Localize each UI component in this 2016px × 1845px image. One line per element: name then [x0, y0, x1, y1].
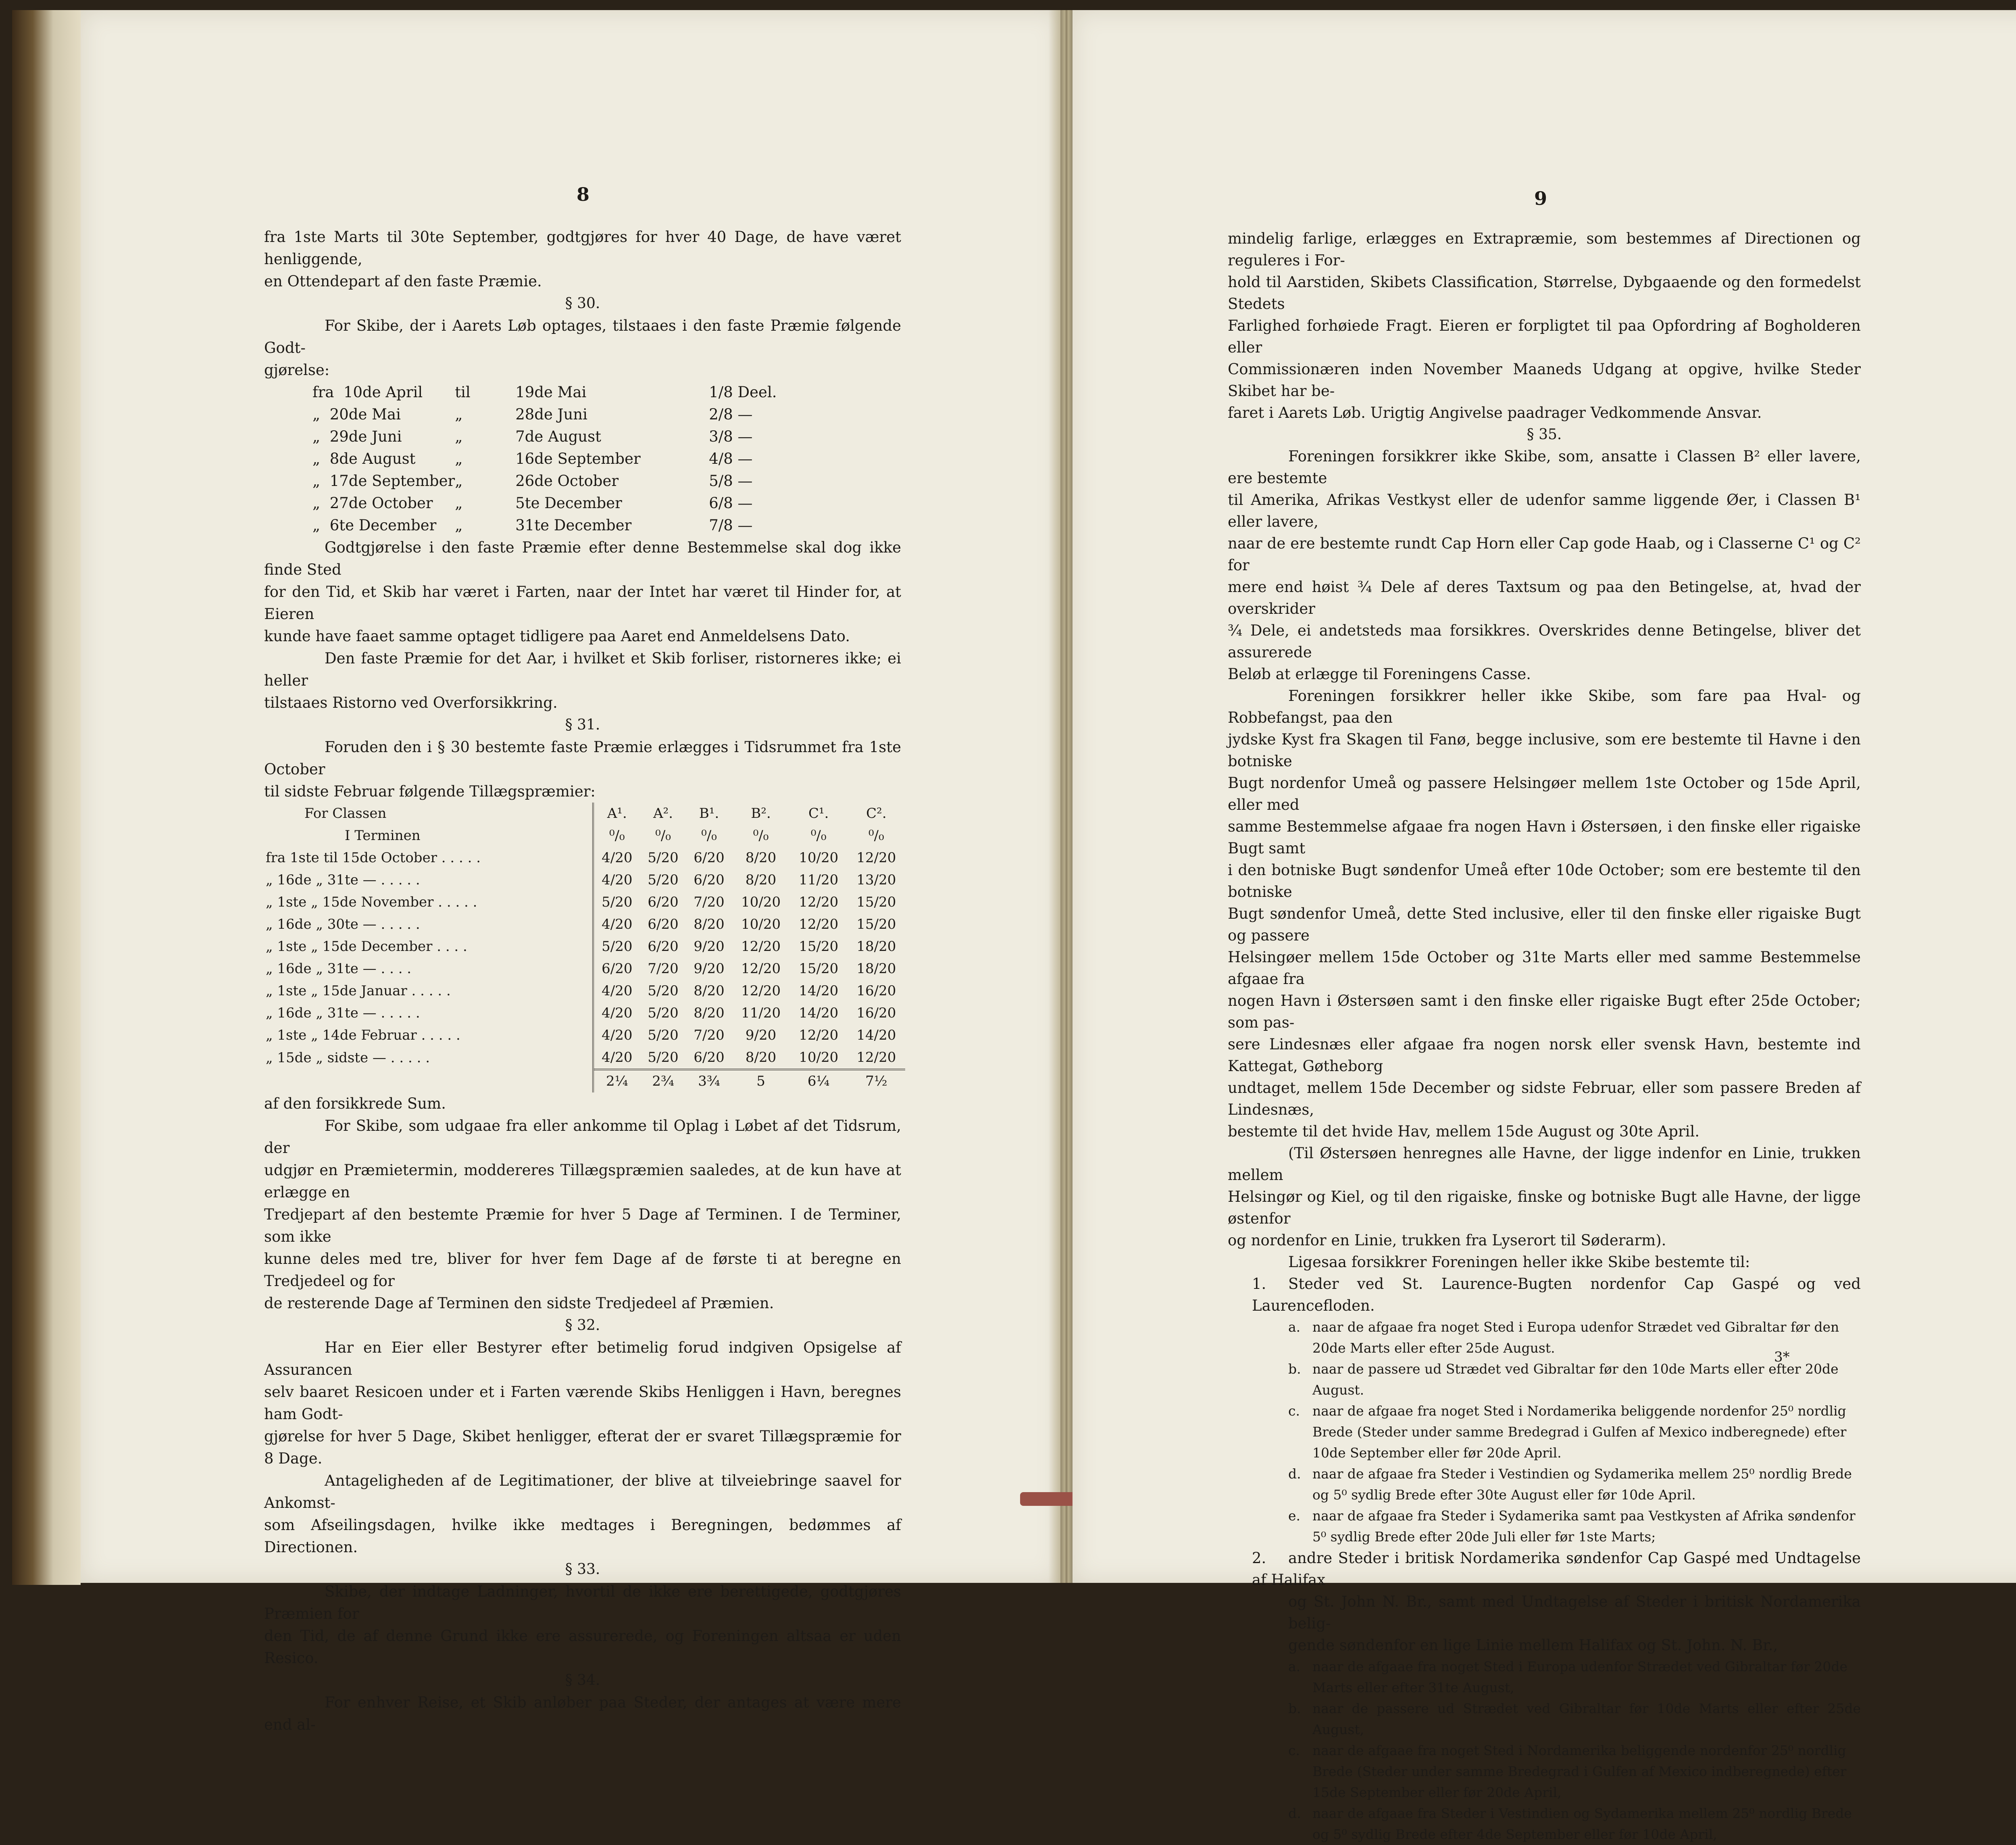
- p31b-line-4: Tredjepart af den bestemte Præmie for hver 5 Dage af Terminen. I de Terminer, som ikke: [264, 1206, 901, 1245]
- list-item-cont: 10de September eller før 20de April.: [1312, 1445, 1562, 1461]
- signature-mark: 3*: [1774, 1349, 1790, 1365]
- p35c-line-1: (Til Østersøen henregnes alle Havne, der ligge indenfor en Linie, trukken mellem: [1228, 1145, 1861, 1184]
- p34cont-line-2: hold til Aarstiden, Skibets Classification, Størrelse, Dybgaaende og den formedelst Stedets: [1228, 273, 1861, 313]
- p35a-line-1: Foreningen forsikkrer ikke Skibe, som, ansatte i Classen B² eller lavere, ere bestemte: [1228, 448, 1861, 487]
- p35c-line-2: Helsingør og Kiel, og til den rigaiske, finske og botniske Bugt alle Havne, der ligge østenfor: [1228, 1188, 1861, 1227]
- p35b-line-1: Foreningen forsikkrer heller ikke Skibe, som fare paa Hval- og Robbefangst, paa den: [1228, 687, 1861, 726]
- p30-line-2: gjørelse:: [264, 361, 330, 379]
- p31b-line-5: kunne deles med tre, bliver for hver fem Dage af de første ti at beregne en Tredjedeel og for: [264, 1250, 901, 1290]
- list-item-2-cont: gende søndenfor en lige Linie mellem Halifax og St. John. N. Br.,: [1288, 1637, 1778, 1654]
- list-item-cont: og 5⁰ sydlig Brede efter 4de September eller før 10de April,: [1312, 1826, 1717, 1842]
- p31b-line-3: udgjør en Præmietermin, moddereres Tillægspræmien saaledes, at de kun have at erlægge en: [264, 1161, 901, 1201]
- schedule-row: fra 10de April til 19de Mai 1/8 Deel.: [312, 384, 777, 401]
- schedule-row: „ 6te December „ 31te December 7/8 —: [312, 517, 753, 534]
- p35b-line-11: bestemte til det hvide Hav, mellem 15de August og 30te April.: [1228, 1123, 1700, 1140]
- p34cont-line-4: Commissionæren inden November Maaneds Udgang at opgive, hvilke Steder Skibet har be-: [1228, 361, 1861, 400]
- section-33-heading: § 33.: [565, 1561, 600, 1578]
- p34cont-line-5: faret i Aarets Løb. Urigtig Angivelse paadrager Vedkommende Ansvar.: [1228, 404, 1762, 421]
- right-page-text: [1228, 228, 1861, 1845]
- p35b-line-2: jydske Kyst fra Skagen til Fanø, begge inclusive, som ere bestemte til Havne i den botniske: [1228, 731, 1861, 770]
- p34cont-line-3: Farlighed forhøiede Fragt. Eieren er forpligtet til paa Opfordring af Bogholderen eller: [1228, 317, 1861, 356]
- p30b-line-1: Godtgjørelse i den faste Præmie efter denne Bestemmelse skal dog ikke finde Sted: [264, 539, 901, 578]
- table-total-row: 2¼ 2¾ 3¾ 5 6¼ 7½: [264, 1069, 905, 1092]
- schedule-row: „ 8de August „ 16de September 4/8 —: [312, 450, 753, 467]
- table-row: „ 15de „ sidste — . . . . . 4/20 5/20 6/20 8/20 10/20 12/20: [264, 1047, 905, 1069]
- p31b-line-1: af den forsikkrede Sum.: [264, 1095, 446, 1112]
- table-row: „ 16de „ 31te — . . . . . 4/20 5/20 6/20 8/20 11/20 13/20: [264, 869, 905, 891]
- table-row: „ 1ste „ 15de December . . . . 5/20 6/20 9/20 12/20 15/20 18/20: [264, 936, 905, 958]
- item2-sublist: [1228, 1656, 1861, 1845]
- table-header-row: For Classen A¹. A². B¹. B². C¹. C².: [264, 803, 905, 825]
- p35a-line-3: naar de ere bestemte rundt Cap Horn eller Cap gode Haab, og i Classerne C¹ og C² for: [1228, 535, 1861, 574]
- table-row: „ 1ste „ 15de November . . . . . 5/20 6/20 7/20 10/20 12/20 15/20: [264, 891, 905, 913]
- section-32-heading: § 32.: [565, 1317, 600, 1334]
- book-edge: [12, 10, 81, 1585]
- intro-line-1: fra 1ste Marts til 30te September, godtgjøres for hver 40 Dage, de have været henliggende,: [264, 228, 901, 268]
- p35a-line-2: til Amerika, Afrikas Vestkyst eller de udenfor samme liggende Øer, i Classen B¹ eller lavere,: [1228, 491, 1861, 530]
- p35b-line-6: Bugt søndenfor Umeå, dette Sted inclusive, eller til den finske eller rigaiske Bugt og passere: [1228, 905, 1861, 944]
- p34-line-1: For enhver Reise, et Skib anløber paa Steder, der antages at være mere end al-: [264, 1694, 901, 1733]
- intro-line-2: en Ottendepart af den faste Præmie.: [264, 273, 542, 290]
- right-page-number: 9: [1534, 188, 1548, 209]
- p35b-line-8: nogen Havn i Østersøen samt i den finske eller rigaiske Bugt efter 25de October; som pas-: [1228, 992, 1861, 1031]
- list-item-1: 1. Steder ved St. Laurence-Bugten nordenfor Cap Gaspé og ved Laurencefloden.: [1252, 1275, 1861, 1314]
- p35b-line-5: i den botniske Bugt søndenfor Umeå efter 10de October; som ere bestemte til den botniske: [1228, 861, 1861, 901]
- list-item-cont: 15de September eller før 20de April,: [1312, 1785, 1562, 1800]
- p30b-line-3: kunde have faaet samme optaget tidligere paa Aaret end Anmeldelsens Dato.: [264, 628, 850, 645]
- list-item-cont: August.: [1312, 1382, 1364, 1398]
- p32-line-1: Har en Eier eller Bestyrer efter betimelig forud indgiven Opsigelse af Assurancen: [264, 1339, 901, 1378]
- p35b-line-3: Bugt nordenfor Umeå og passere Helsingøer mellem 1ste October og 15de April, eller med: [1228, 774, 1861, 813]
- list-item: b. naar de passere ud Strædet ved Gibraltar før den 10de Marts eller efter 20de: [1288, 1361, 1839, 1377]
- list-item-cont: og 5⁰ sydlig Brede efter 30te August eller før 10de April.: [1312, 1487, 1696, 1503]
- schedule-row: „ 17de September „ 26de October 5/8 —: [312, 472, 753, 490]
- table-unit-row: I Terminen ⁰/₀ ⁰/₀ ⁰/₀ ⁰/₀ ⁰/₀ ⁰/₀: [264, 825, 905, 847]
- list-item-cont: 20de Marts eller efter 25de August.: [1312, 1340, 1555, 1356]
- list-item: e. naar de afgaae fra Steder i Sydamerika samt paa Vestkysten af Afrika søndenfor: [1288, 1508, 1856, 1524]
- p32-line-4: Antageligheden af de Legitimationer, der blive at tilveiebringe saavel for Ankomst-: [264, 1472, 901, 1511]
- list-item: b. naar de passere ud Strædet ved Gibraltar før 10de Marts eller efter 25de August,: [1288, 1701, 1861, 1737]
- list-item-cont: 5⁰ sydlig Brede efter 20de Juli eller før 1ste Marts;: [1312, 1529, 1656, 1545]
- list-item-cont: Marts eller efter 31te August,: [1312, 1680, 1514, 1695]
- table-row: „ 1ste „ 15de Januar . . . . . 4/20 5/20 8/20 12/20 14/20 16/20: [264, 980, 905, 1002]
- section-35-heading: § 35.: [1527, 426, 1562, 443]
- list-item-2: 2. andre Steder i britisk Nordamerika søndenfor Cap Gaspé med Undtagelse af Halifax: [1252, 1549, 1861, 1589]
- table-row: „ 1ste „ 14de Februar . . . . . 4/20 5/20 7/20 9/20 12/20 14/20: [264, 1024, 905, 1047]
- p35a-line-6: Beløb at erlægge til Foreningens Casse.: [1228, 665, 1531, 683]
- p31-line-2: til sidste Februar følgende Tillægspræmier:: [264, 783, 596, 800]
- schedule-row: „ 29de Juni „ 7de August 3/8 —: [312, 428, 753, 445]
- p30-line-1: For Skibe, der i Aarets Løb optages, tilstaaes i den faste Præmie følgende Godt-: [264, 317, 901, 356]
- p34cont-line-1: mindelig farlige, erlægges en Extrapræmie, som bestemmes af Directionen og reguleres i For-: [1228, 230, 1861, 269]
- schedule-row: „ 27de October „ 5te December 6/8 —: [312, 494, 753, 512]
- p31b-line-6: de resterende Dage af Terminen den sidste Tredjedeel af Præmien.: [264, 1295, 774, 1312]
- left-page-number: 8: [577, 183, 591, 205]
- table-row: fra 1ste til 15de October . . . . . 4/20 5/20 6/20 8/20 10/20 12/20: [264, 847, 905, 869]
- list-item: c. naar de afgaae fra noget Sted i Nordamerika beliggende nordenfor 25⁰ nordlig: [1288, 1743, 1846, 1758]
- p35b-line-9: sere Lindesnæs eller afgaae fra nogen norsk eller svensk Havn, bestemte ind Kattegat, Gøtheborg: [1228, 1036, 1861, 1075]
- list-item-2-cont: og St. John N. Br., samt med Undtagelse af Steder i britisk Nordamerika belig-: [1288, 1593, 1861, 1632]
- section-30-heading: § 30.: [565, 295, 600, 312]
- p35a-line-5: ¾ Dele, ei andetsteds maa forsikkres. Overskrides denne Betingelse, bliver det assurerede: [1228, 622, 1861, 661]
- section-31-heading: § 31.: [565, 717, 600, 733]
- table-row: „ 16de „ 31te — . . . . 6/20 7/20 9/20 12/20 15/20 18/20: [264, 958, 905, 980]
- table-row: „ 16de „ 30te — . . . . . 4/20 6/20 8/20 10/20 12/20 15/20: [264, 913, 905, 936]
- p35a-line-4: mere end høist ¾ Dele af deres Taxtsum og paa den Betingelse, at, hvad der overskrider: [1228, 578, 1861, 617]
- p32-line-5: som Afseilingsdagen, hvilke ikke medtages i Beregningen, bedømmes af Directionen.: [264, 1516, 901, 1556]
- list-item-cont: Brede (Steder under samme Bredegrad i Gulfen af Mexico indberegnede) efter: [1312, 1424, 1847, 1440]
- left-page-text: [264, 226, 901, 1736]
- schedule-row: „ 20de Mai „ 28de Juni 2/8 —: [312, 406, 753, 423]
- list-item: a. naar de afgaae fra noget Sted i Europa udenfor Strædet ved Gibraltar før den: [1288, 1319, 1839, 1335]
- p32-line-3: gjørelse for hver 5 Dage, Skibet henligger, efterat der er svaret Tillægspræmie for 8 Dage.: [264, 1428, 901, 1467]
- table-row: „ 16de „ 31te — . . . . . 4/20 5/20 8/20 11/20 14/20 16/20: [264, 1002, 905, 1024]
- item1-sublist: [1228, 1317, 1861, 1547]
- list-item-cont: Brede (Steder under samme Bredegrad i Gulfen af Mexico indberegnede) efter: [1312, 1764, 1847, 1779]
- p30b-line-4: Den faste Præmie for det Aar, i hvilket et Skib forliser, ristorneres ikke; ei heller: [264, 650, 901, 689]
- list-item: d. naar de afgaae fra Steder i Vestindien og Sydamerika mellem 25⁰ nordlig Brede: [1288, 1805, 1852, 1821]
- p35b-line-7: Helsingøer mellem 15de October og 31te Marts eller med samme Bestemmelse afgaae fra: [1228, 949, 1861, 988]
- list-item: d. naar de afgaae fra Steder i Vestindien og Sydamerika mellem 25⁰ nordlig Brede: [1288, 1466, 1852, 1482]
- p33-line-1: Skibe, der indtage Ladninger, hvortil de ikke ere berettigede, godtgjøres Præmien for: [264, 1583, 901, 1622]
- p35d-line: Ligesaa forsikkrer Foreningen heller ikke Skibe bestemte til:: [1288, 1253, 1750, 1271]
- godtgjoerelse-schedule: [264, 381, 901, 536]
- p35b-line-4: samme Bestemmelse afgaae fra nogen Havn i Østersøen, i den finske eller rigaiske Bugt samt: [1228, 818, 1861, 857]
- p35b-line-10: undtaget, mellem 15de December og sidste Februar, eller som passere Breden af Lindesnæs,: [1228, 1079, 1861, 1118]
- tillaegspraemie-table: [264, 803, 905, 1092]
- list-item: c. naar de afgaae fra noget Sted i Nordamerika beliggende nordenfor 25⁰ nordlig: [1288, 1403, 1846, 1419]
- p33-line-2: den Tid, de af denne Grund ikke ere assurerede, og Foreningen altsaa er uden Resico.: [264, 1627, 901, 1667]
- list-item: a. naar de afgaae fra noget Sted i Europa udenfor Strædet ved Gibraltar før 20de: [1288, 1659, 1847, 1674]
- section-34-heading: § 34.: [565, 1672, 600, 1689]
- p30b-line-2: for den Tid, et Skib har været i Farten, naar der Intet har været til Hinder for, at Eieren: [264, 583, 901, 623]
- p31b-line-2: For Skibe, som udgaae fra eller ankomme til Oplag i Løbet af det Tidsrum, der: [264, 1117, 901, 1157]
- p30b-line-5: tilstaaes Ristorno ved Overforsikkring.: [264, 694, 558, 711]
- p35c-line-3: og nordenfor en Linie, trukken fra Lyserort til Søderarm).: [1228, 1232, 1666, 1249]
- p32-line-2: selv baaret Resicoen under et i Farten værende Skibs Henliggen i Havn, beregnes ham Godt-: [264, 1383, 901, 1423]
- p31-line-1: Foruden den i § 30 bestemte faste Præmie erlægges i Tidsrummet fra 1ste October: [264, 738, 901, 778]
